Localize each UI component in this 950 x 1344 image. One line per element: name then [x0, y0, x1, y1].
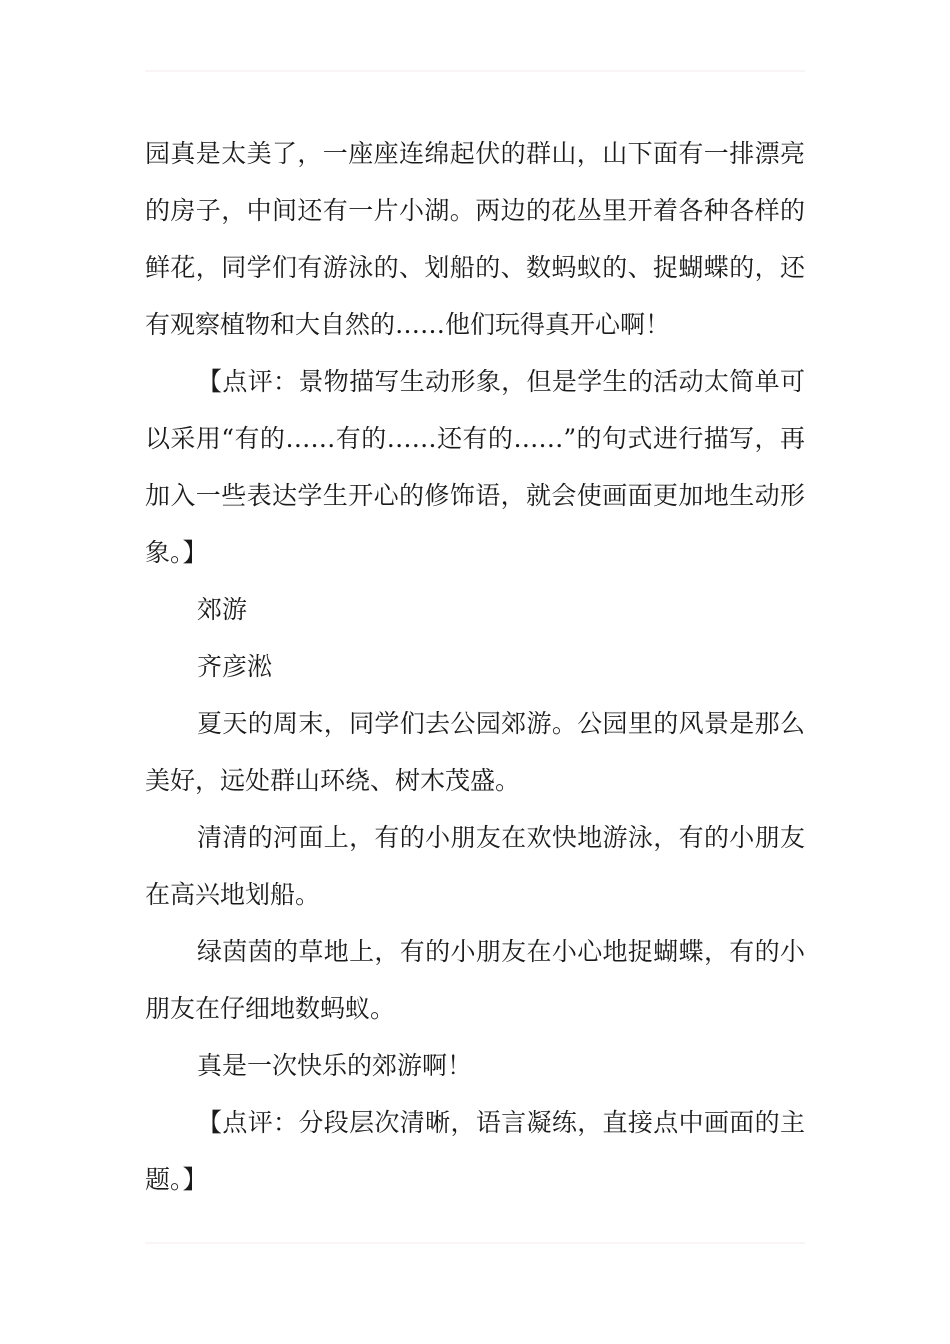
comment-paragraph-1: 【点评：景物描写生动形象，但是学生的活动太简单可以采用“有的……有的……还有的……”的句式进行描写，再加入一些表达学生开心的修饰语，就会使画面更加地生动形象。】: [145, 367, 805, 567]
paragraph-park-description: 园真是太美了，一座座连绵起伏的群山，山下面有一排漂亮的房子，中间还有一片小湖。两边的花丛里开着各种各样的鲜花，同学们有游泳的、划船的、数蚂蚁的、捉蝴蝶的，还有观察植物和大自然的……他们玩得真开心啊！: [145, 139, 805, 339]
essay-author: 齐彦淞: [197, 652, 273, 681]
paragraph-grass: 绿茵茵的草地上，有的小朋友在小心地捉蝴蝶，有的小朋友在仔细地数蚂蚁。: [145, 937, 805, 1023]
paragraph-river: 清清的河面上，有的小朋友在欢快地游泳，有的小朋友在高兴地划船。: [145, 823, 805, 909]
document-body: [145, 125, 805, 1208]
paragraph-closing: 真是一次快乐的郊游啊！: [197, 1051, 473, 1080]
paragraph-weekend-outing: 夏天的周末，同学们去公园郊游。公园里的风景是那么美好，远处群山环绕、树木茂盛。: [145, 709, 805, 795]
footer-rule: [145, 1242, 805, 1244]
essay-title: 郊游: [197, 595, 248, 624]
comment-paragraph-2: 【点评：分段层次清晰，语言凝练，直接点中画面的主题。】: [145, 1108, 805, 1194]
header-rule: [145, 70, 805, 72]
